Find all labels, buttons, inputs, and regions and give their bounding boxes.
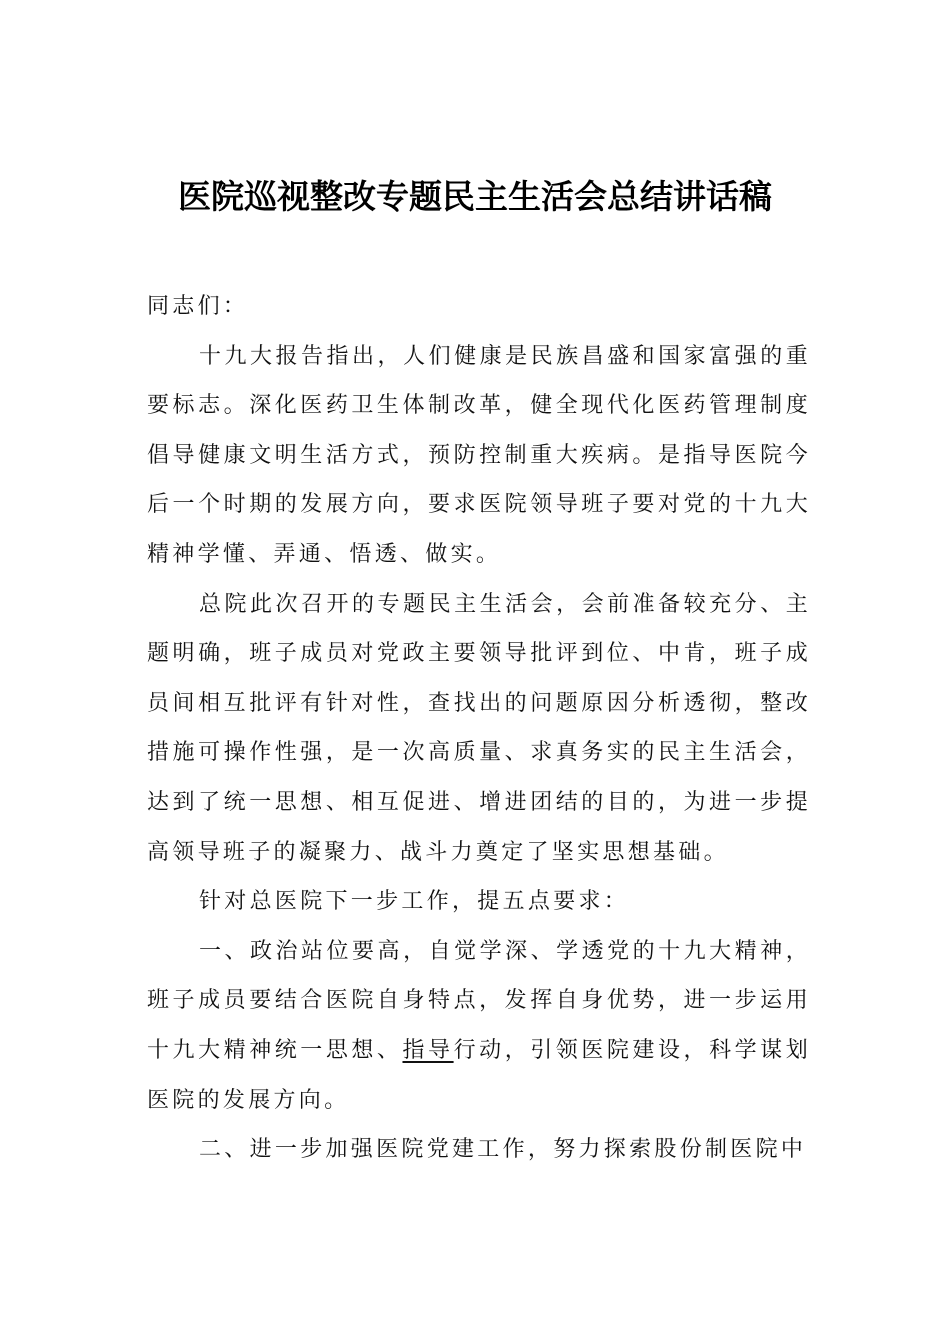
point-1-underlined-text: 指导	[402, 1037, 454, 1063]
point-1-text-before: 一、政治站位要高，自觉学深、学透党的十九大精神，班子成员要结合医院自身特点，发挥自身优势，进一步运用十九大精神统一思想、	[147, 938, 811, 1063]
paragraph-3: 针对总医院下一步工作，提五点要求：	[199, 889, 630, 915]
document-body	[147, 282, 811, 1175]
paragraph-1: 十九大报告指出，人们健康是民族昌盛和国家富强的重要标志。深化医药卫生体制改革，健全现代化医药管理制度倡导健康文明生活方式，预防控制重大疾病。是指导医院今后一个时期的发展方向，要求医院领导班子要对党的十九大精神学懂、弄通、悟透、做实。	[147, 343, 811, 567]
paragraph-2: 总院此次召开的专题民主生活会，会前准备较充分、主题明确，班子成员对党政主要领导批评到位、中肯，班子成员间相互批评有针对性，查找出的问题原因分析透彻，整改措施可操作性强，是一次高质量、求真务实的民主生活会，达到了统一思想、相互促进、增进团结的目的，为进一步提高领导班子的凝聚力、战斗力奠定了坚实思想基础。	[147, 591, 811, 865]
paragraph-point-1	[147, 927, 811, 1125]
salutation: 同志们：	[147, 294, 249, 319]
document-title: 医院巡视整改专题民主生活会总结讲话稿	[178, 177, 772, 217]
point-1-text-after: 行动，引领医院建设，科学谋划医院的发展方向。	[147, 1037, 812, 1113]
paragraph-point-2: 二、进一步加强医院党建工作，努力探索股份制医院中	[199, 1137, 807, 1163]
